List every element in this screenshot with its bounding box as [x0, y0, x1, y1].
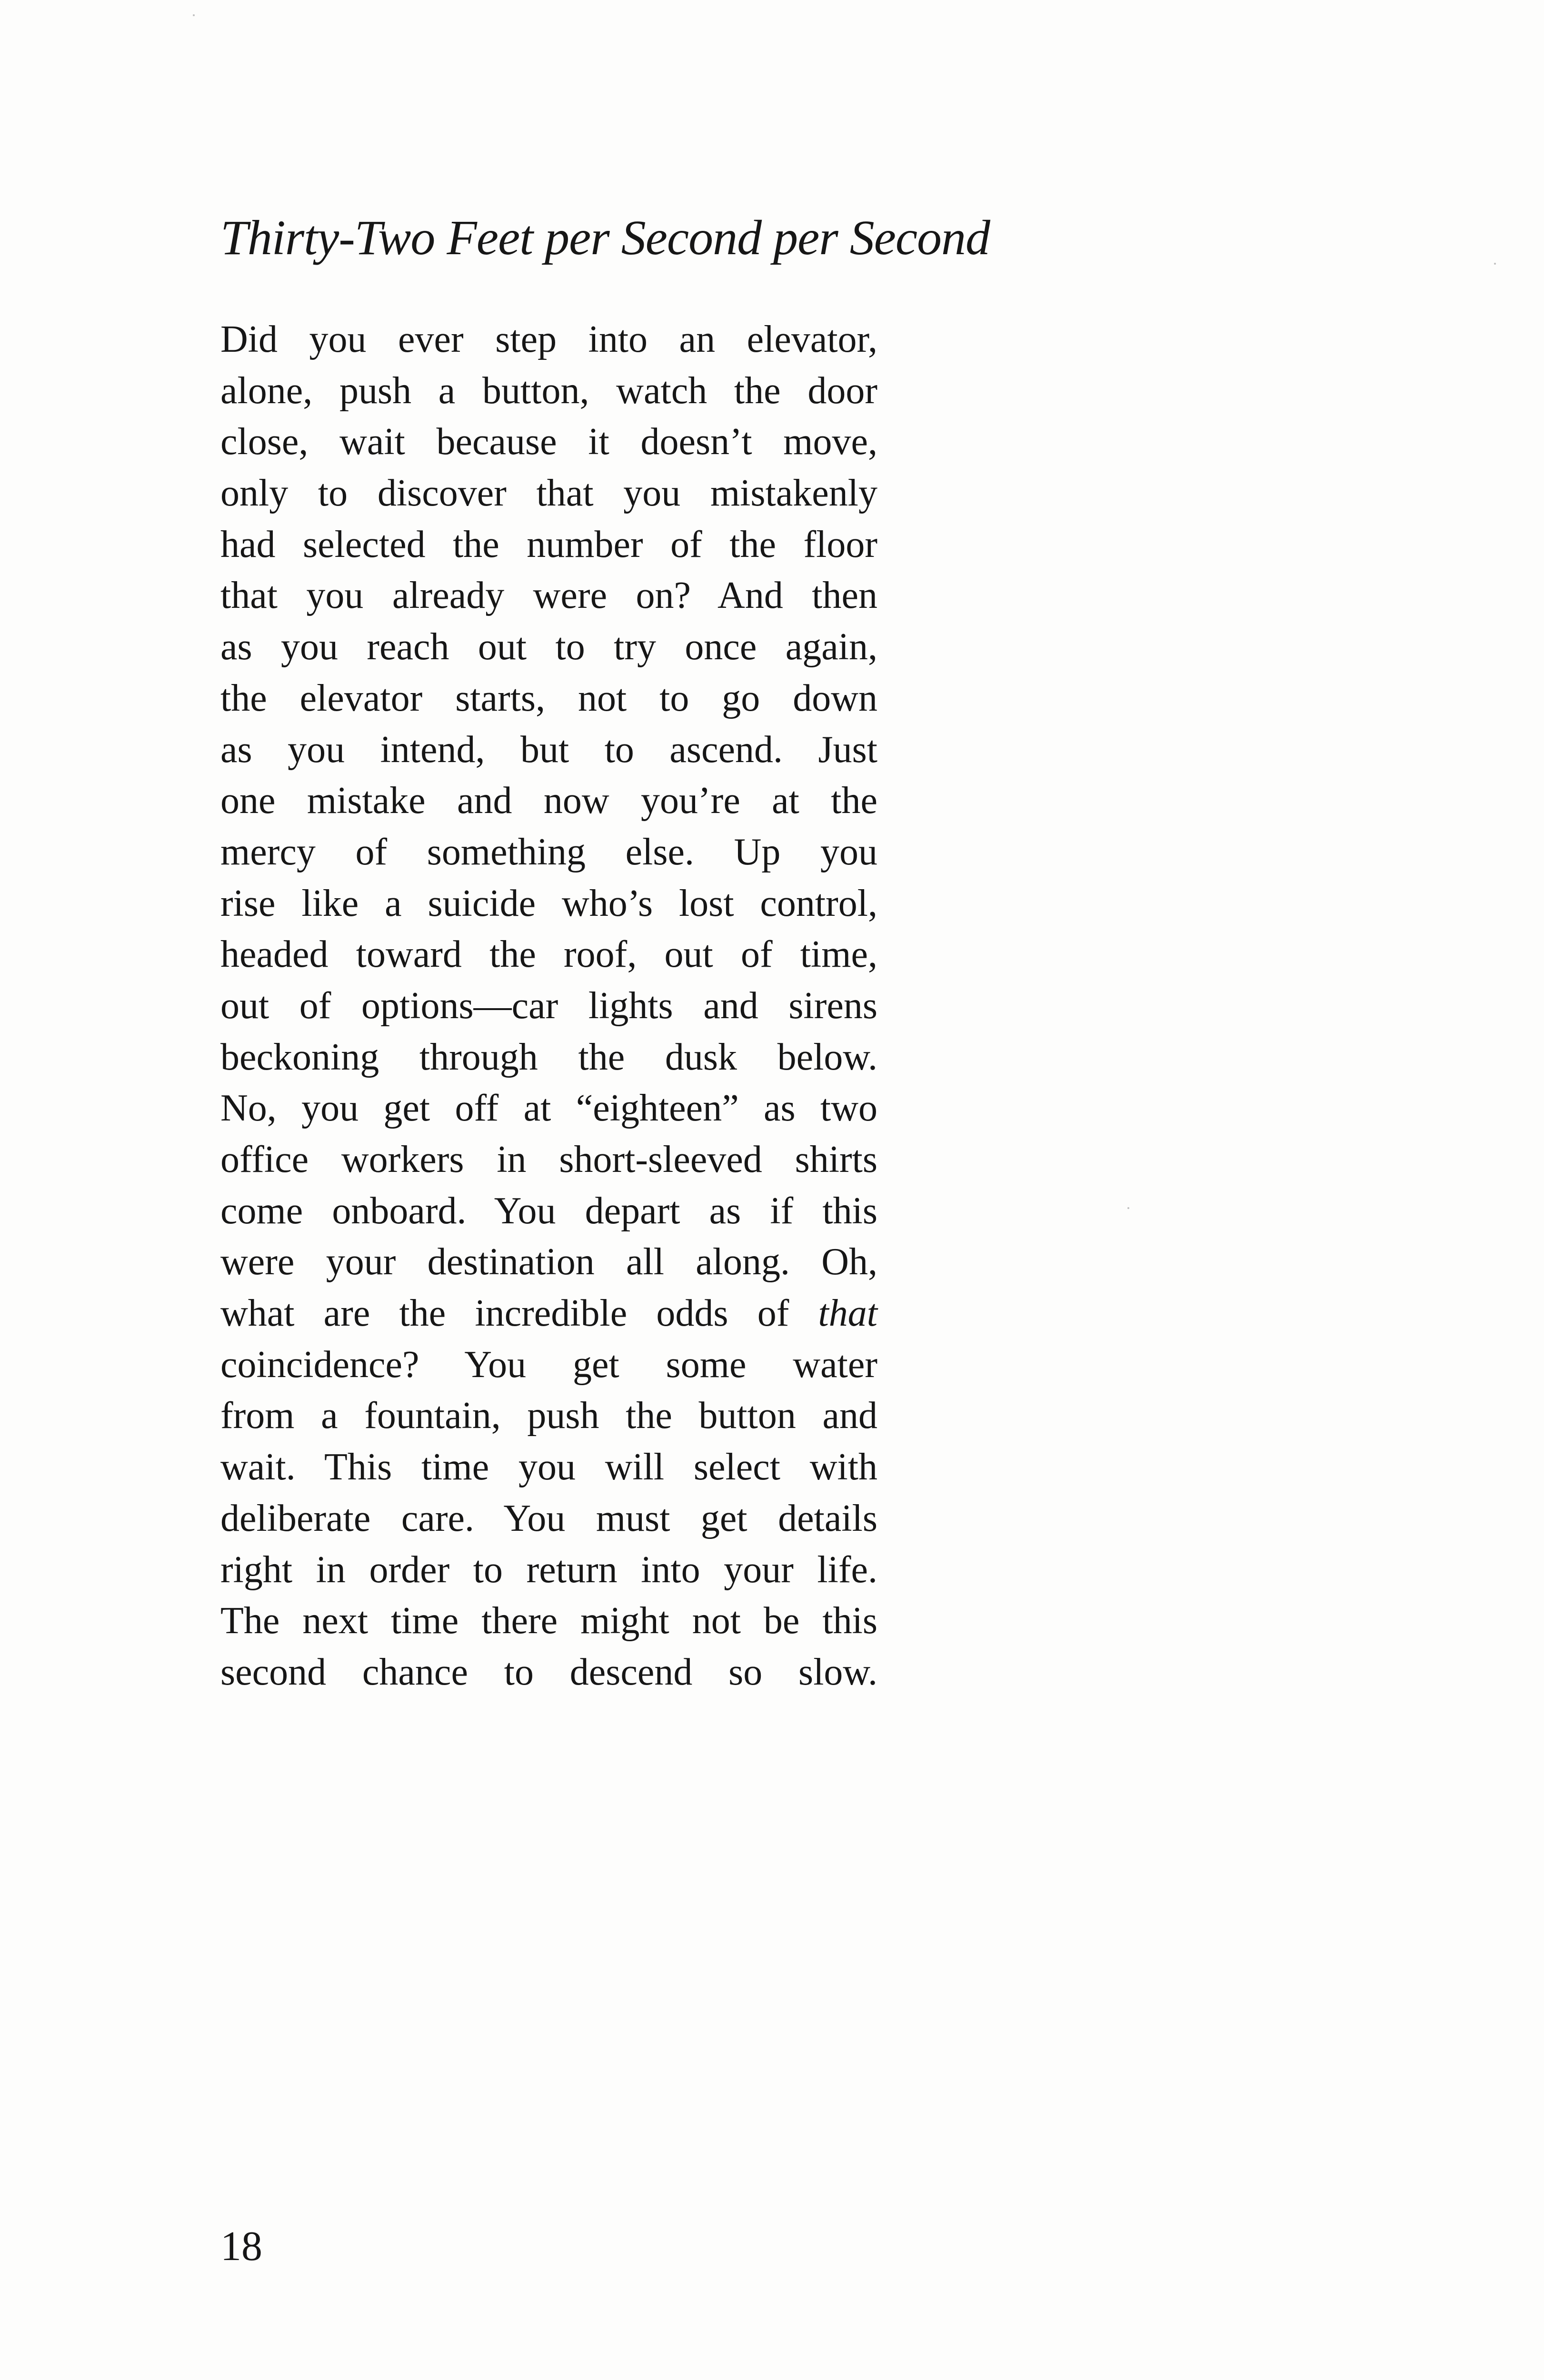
- poem-line: right in order to return into your life.: [220, 1548, 877, 1591]
- poem-line: as you intend, but to ascend. Just: [220, 728, 877, 771]
- poem-title: Thirty-Two Feet per Second per Second: [220, 210, 990, 265]
- poem-line: Did you ever step into an elevator,: [220, 318, 877, 360]
- paper-speck: [1127, 1207, 1129, 1209]
- poem-line: headed toward the roof, out of time,: [220, 933, 877, 976]
- poem-line: had selected the number of the floor: [220, 523, 877, 565]
- paper-speck: [1494, 263, 1496, 265]
- poem-line: beckoning through the dusk below.: [220, 1036, 877, 1078]
- poem-line: office workers in short-sleeved shirts: [220, 1139, 877, 1180]
- poem-line: rise like a suicide who’s lost control,: [220, 882, 877, 924]
- emphasized-word: that: [818, 1292, 877, 1335]
- poem-line: second chance to descend so slow.: [220, 1651, 877, 1693]
- poem-line-text: what are the incredible odds of: [220, 1292, 818, 1335]
- poem-line: wait. This time you will select with: [220, 1446, 877, 1488]
- poem-line: mercy of something else. Up you: [220, 831, 877, 873]
- poem-line: the elevator starts, not to go down: [220, 677, 877, 719]
- poem-line: that you already were on? And then: [220, 575, 877, 617]
- poem-line: come onboard. You depart as if this: [220, 1190, 877, 1232]
- poem-line: from a fountain, push the button and: [220, 1395, 877, 1437]
- paper-speck: [193, 14, 195, 16]
- poem-line: No, you get off at “eighteen” as two: [220, 1087, 877, 1130]
- poem-line: close, wait because it doesn’t move,: [220, 421, 877, 463]
- poem-line: out of options—car lights and sirens: [220, 984, 877, 1027]
- poem-line: alone, push a button, watch the door: [220, 369, 877, 412]
- poem-line: coincidence? You get some water: [220, 1343, 877, 1386]
- poem-line: as you reach out to try once again,: [220, 626, 877, 668]
- poem-line: one mistake and now you’re at the: [220, 780, 877, 822]
- poem-line-with-emphasis: [220, 1288, 877, 1339]
- poem-line: deliberate care. You must get details: [220, 1497, 877, 1539]
- poem-body: [220, 314, 877, 1698]
- page-number: 18: [220, 2223, 262, 2270]
- poem-line: The next time there might not be this: [220, 1600, 877, 1642]
- poem-line: only to discover that you mistakenly: [220, 472, 877, 515]
- poem-line: were your destination all along. Oh,: [220, 1241, 877, 1283]
